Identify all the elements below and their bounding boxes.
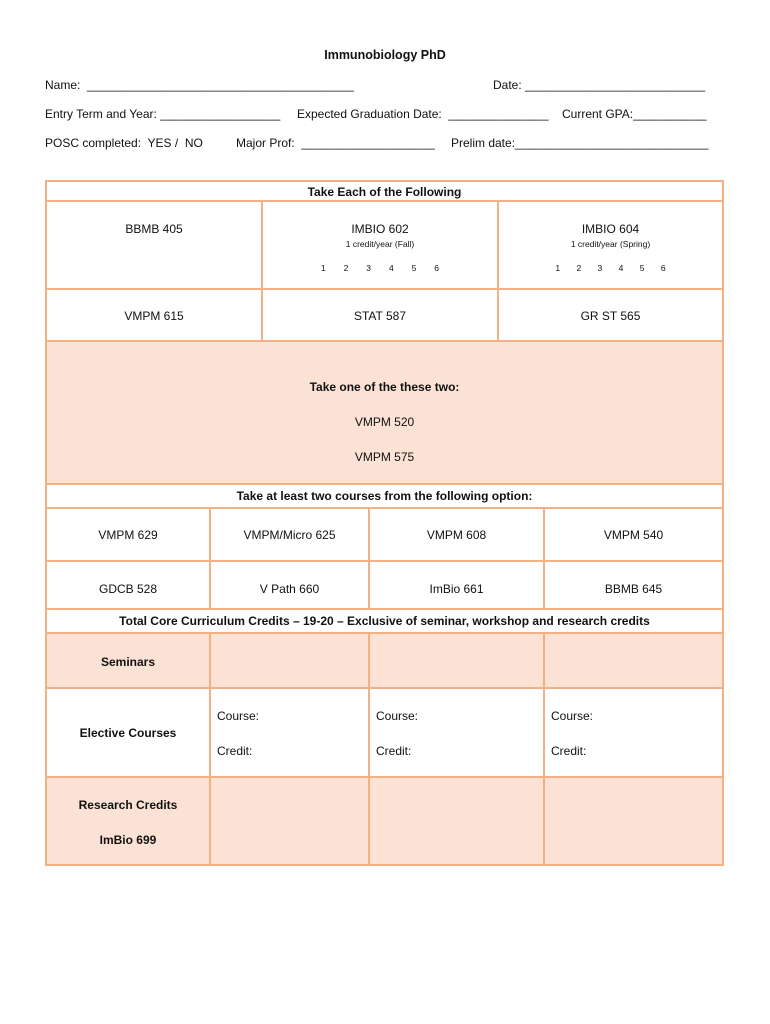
- course-label: VMPM 540: [603, 528, 664, 542]
- seminar-entry[interactable]: [368, 632, 545, 689]
- total-credits-text: Total Core Curriculum Credits – 19-20 – Exclusive of seminar, workshop and research credits: [119, 614, 650, 628]
- course-cell: [209, 560, 370, 610]
- course-cell: [45, 288, 263, 342]
- section-heading: [45, 180, 724, 202]
- course-label: IMBIO 604: [581, 222, 640, 236]
- elective-label-cell: [45, 687, 211, 778]
- prelim-date-field[interactable]: Prelim date:_____________________________: [451, 136, 709, 150]
- total-credits-row: [45, 608, 724, 634]
- course-cell: [497, 288, 724, 342]
- year-1[interactable]: 1: [320, 263, 326, 273]
- year-6[interactable]: 6: [660, 263, 666, 273]
- credit-field-label: Credit:: [376, 744, 412, 758]
- course-cell: [368, 560, 545, 610]
- entry-term-field[interactable]: Entry Term and Year: __________________: [45, 107, 281, 121]
- research-entry[interactable]: [543, 776, 724, 866]
- course-label: IMBIO 602: [351, 222, 409, 236]
- elective-entry[interactable]: [209, 687, 370, 778]
- year-3[interactable]: 3: [366, 263, 372, 273]
- major-prof-field[interactable]: Major Prof: ____________________: [236, 136, 435, 150]
- year-4[interactable]: 4: [388, 263, 394, 273]
- research-entry[interactable]: [368, 776, 545, 866]
- year-5[interactable]: 5: [411, 263, 417, 273]
- year-numbers: [263, 263, 497, 273]
- course-cell: [45, 507, 211, 562]
- course-label: BBMB 645: [604, 582, 663, 596]
- credit-field-label: Credit:: [217, 744, 253, 758]
- elective-entry[interactable]: [368, 687, 545, 778]
- research-label-cell: [45, 776, 211, 866]
- credit-field-label: Credit:: [551, 744, 587, 758]
- course-cell: [45, 200, 263, 290]
- research-course-label: ImBio 699: [99, 833, 157, 847]
- heading-text: Take at least two courses from the following option:: [236, 489, 533, 503]
- course-cell: [261, 288, 499, 342]
- year-5[interactable]: 5: [639, 263, 645, 273]
- course-note: 1 credit/year (Fall): [345, 239, 415, 249]
- year-3[interactable]: 3: [597, 263, 603, 273]
- section-heading: [45, 483, 724, 509]
- elective-label: Elective Courses: [79, 726, 177, 740]
- posc-field[interactable]: POSC completed: YES / NO: [45, 136, 203, 150]
- name-field[interactable]: Name: ________________________________________: [45, 78, 354, 92]
- choice-option: VMPM 575: [354, 450, 415, 464]
- course-label: VMPM 629: [98, 528, 158, 542]
- course-label: BBMB 405: [125, 222, 183, 236]
- course-label: STAT 587: [353, 309, 407, 323]
- research-label: Research Credits: [78, 798, 178, 812]
- research-entry[interactable]: [209, 776, 370, 866]
- course-cell: [368, 507, 545, 562]
- course-cell: [261, 200, 499, 290]
- course-label: ImBio 661: [429, 582, 484, 596]
- course-label: VMPM 615: [124, 309, 184, 323]
- date-field[interactable]: Date: ___________________________: [493, 78, 706, 92]
- course-note: 1 credit/year (Spring): [570, 239, 651, 249]
- heading-text: Take Each of the Following: [307, 185, 462, 199]
- course-label: VMPM 608: [426, 528, 487, 542]
- choice-option: VMPM 520: [354, 415, 415, 429]
- elective-entry[interactable]: [543, 687, 724, 778]
- year-4[interactable]: 4: [618, 263, 624, 273]
- seminar-entry[interactable]: [543, 632, 724, 689]
- year-2[interactable]: 2: [343, 263, 349, 273]
- course-cell: [543, 507, 724, 562]
- choice-heading: Take one of the these two:: [309, 380, 460, 394]
- year-6[interactable]: 6: [434, 263, 440, 273]
- seminars-label: Seminars: [100, 655, 156, 669]
- course-label: VMPM/Micro 625: [243, 528, 336, 542]
- course-cell: [543, 560, 724, 610]
- expected-graduation-field[interactable]: Expected Graduation Date: _______________: [297, 107, 549, 121]
- course-field-label: Course:: [217, 709, 260, 723]
- page-title: Immunobiology PhD: [324, 48, 446, 62]
- year-2[interactable]: 2: [576, 263, 582, 273]
- seminars-label-cell: [45, 632, 211, 689]
- course-label: GDCB 528: [98, 582, 158, 596]
- gpa-field[interactable]: Current GPA:___________: [562, 107, 707, 121]
- course-cell: [497, 200, 724, 290]
- year-1[interactable]: 1: [555, 263, 561, 273]
- course-field-label: Course:: [551, 709, 594, 723]
- choice-section: [45, 340, 724, 485]
- course-label: GR ST 565: [580, 309, 641, 323]
- course-label: V Path 660: [259, 582, 320, 596]
- course-cell: [45, 560, 211, 610]
- seminar-entry[interactable]: [209, 632, 370, 689]
- course-field-label: Course:: [376, 709, 419, 723]
- year-numbers: [499, 263, 722, 273]
- course-cell: [209, 507, 370, 562]
